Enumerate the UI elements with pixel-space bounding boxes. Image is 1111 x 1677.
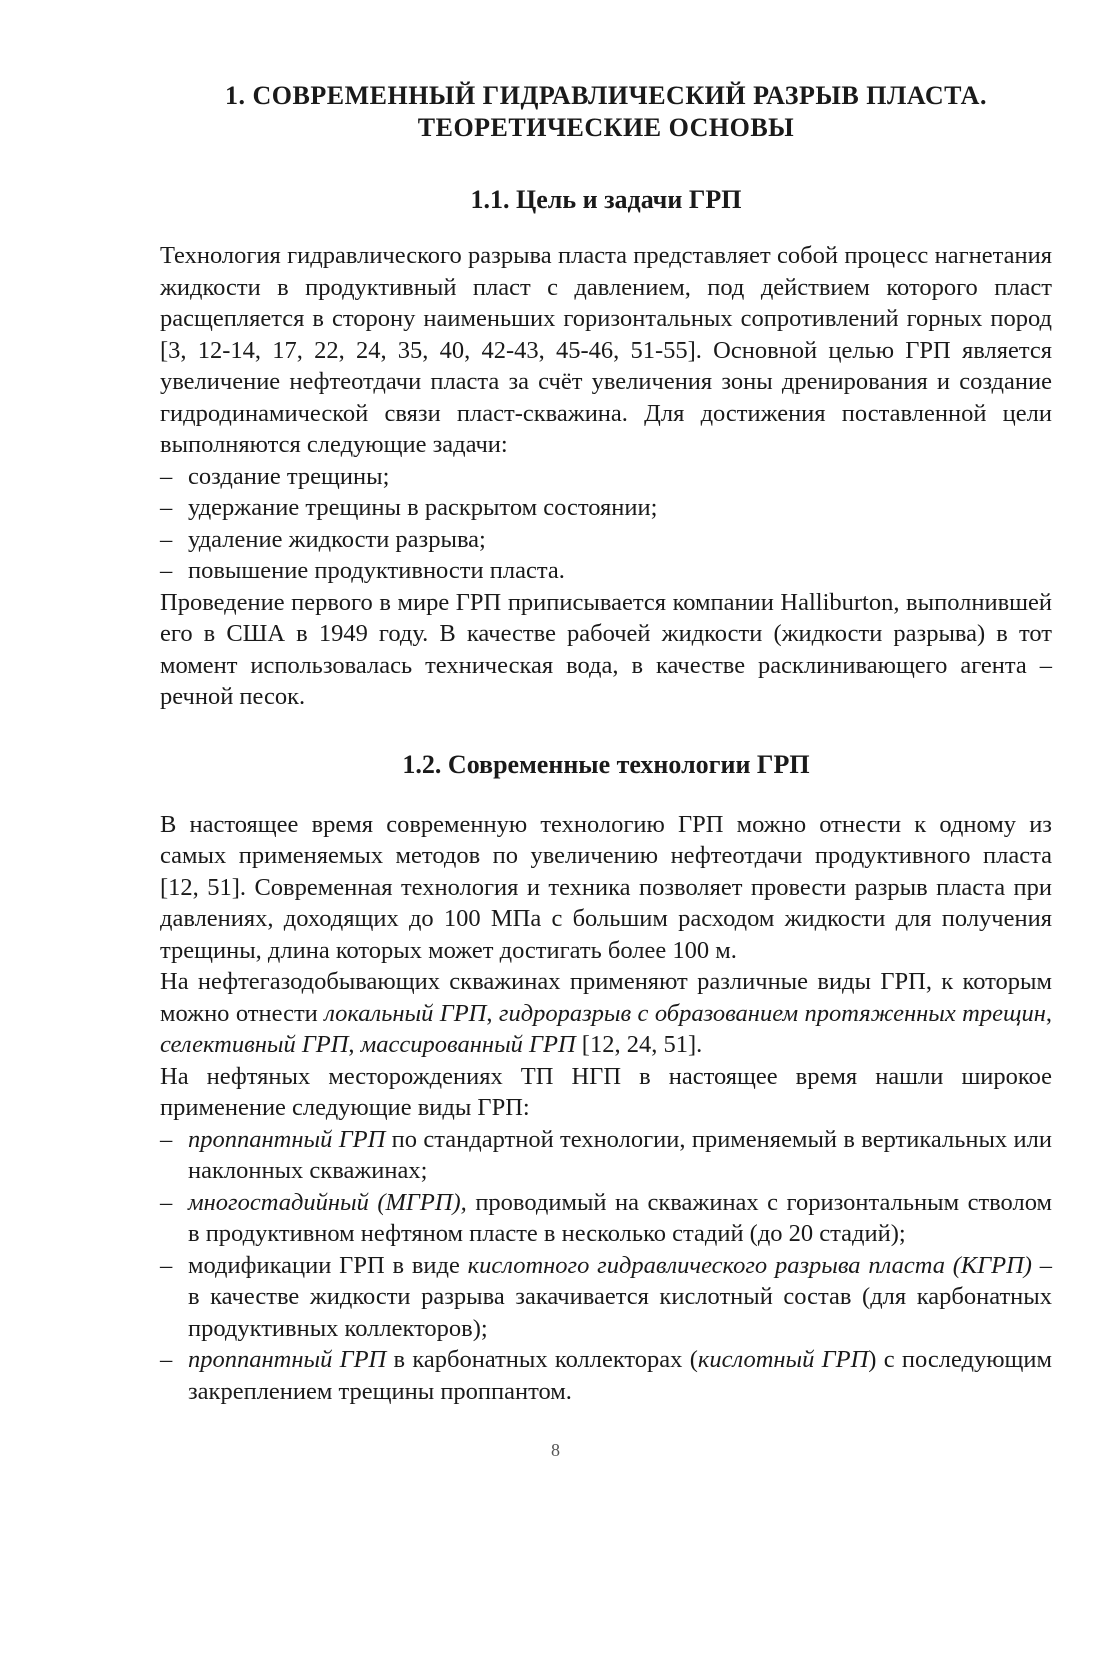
task-text: повышение продуктивности пласта.	[188, 557, 565, 584]
item-text: по стандартной технологии, применяемый в вертикальных или наклонных скважинах;	[188, 1125, 1052, 1184]
section-title-1-2: 1.2. Современные технологии ГРП	[402, 749, 810, 779]
item-mid: в карбонатных коллекторах (	[386, 1346, 698, 1373]
term-massive-frac: массированный ГРП	[360, 1031, 576, 1058]
para2-start: На нефтегазодобывающих скважинах применяют различные виды ГРП, к которым можно отнести	[160, 968, 1052, 1027]
para2-sep: ,	[1045, 999, 1053, 1027]
chapter-title-line2: ТЕОРЕТИЧЕСКИЕ ОСНОВЫ	[417, 113, 795, 142]
chapter-title-line1: 1. СОВРЕМЕННЫЙ ГИДРАВЛИЧЕСКИЙ РАЗРЫВ ПЛАСТА.	[225, 81, 987, 110]
task-text: удержание трещины в раскрытом состоянии;	[188, 494, 658, 521]
item-text: ) с последующим закреплением трещины проппантом.	[188, 1346, 1052, 1405]
page-content	[160, 80, 1052, 1407]
task-text: создание трещины;	[188, 462, 390, 490]
para2-sep: ,	[348, 1031, 361, 1058]
item-prefix: модификации ГРП в виде	[188, 1251, 468, 1279]
list-item	[160, 1124, 1052, 1187]
page-number: 8	[551, 1440, 560, 1460]
list-item	[160, 524, 1052, 556]
frac-types-list	[160, 1124, 1052, 1408]
section2-paragraph-3: На нефтяных месторождениях ТП НГП в настоящее время нашли широкое применение следующие виды ГРП:	[160, 1062, 1052, 1121]
section2-paragraph-1: В настоящее время современную технологию ГРП можно отнести к одному из самых применяемых методов по увеличению нефтеотдачи продуктивного пласта [12, 51]. Современная технология и техника позволяет провести разрыв пласта при давлениях, доходящих до 100 МПа с большим расходом жидкости для получения трещины, длина которых может достигать более 100 м.	[160, 810, 1052, 964]
list-item	[160, 1250, 1052, 1345]
list-item	[160, 1187, 1052, 1250]
section1-paragraph-1	[160, 240, 1052, 461]
section-title-1-1: 1.1. Цель и задачи ГРП	[470, 185, 742, 214]
term-selective-frac: селективный ГРП	[160, 1031, 349, 1058]
section1-paragraph-2: Проведение первого в мире ГРП приписывается компании Halliburton, выполнившей его в США в 1949 году. В качестве рабочей жидкости (жидкости разрыва) в тот момент использовалась техническая вода, в качестве расклинивающего агента – речной песок.	[160, 588, 1052, 710]
item-term: проппантный ГРП	[188, 1125, 386, 1153]
list-dash: –	[160, 1251, 173, 1279]
list-dash: –	[160, 525, 173, 553]
item-text: проводимый на скважинах с горизонтальным стволом в продуктивном нефтяном пласте в несколько стадий (до 20 стадий);	[188, 1188, 1052, 1247]
list-item	[160, 555, 1052, 587]
task-text: удаление жидкости разрыва;	[188, 525, 486, 553]
list-dash: –	[160, 494, 173, 521]
para2-end: [12, 24, 51].	[575, 1031, 703, 1058]
list-dash: –	[160, 462, 173, 490]
item-term-2: кислотный ГРП	[697, 1346, 869, 1373]
list-item	[160, 492, 1052, 524]
list-dash: –	[160, 1188, 173, 1216]
list-item	[160, 461, 1052, 493]
item-term: проппантный ГРП	[188, 1346, 387, 1373]
list-item	[160, 1344, 1052, 1407]
term-extended-frac: гидроразрыв с образованием протяженных трещин	[498, 999, 1046, 1027]
section1-paragraph-1-text: Технология гидравлического разрыва пласта представляет собой процесс нагнетания жидкости в продуктивный пласт с давлением, под действием которого пласт расщепляется в сторону наименьших горизонтальных сопротивлений горных пород [3, 12-14, 17, 22, 24, 35, 40, 42-43, 45-46, 51-55]. Основной целью ГРП является увеличение нефтеотдачи пласта за счёт увеличения зоны дренирования и создание гидродинамической связи пласт-скважина. Для достижения поставленной цели выполняются следующие задачи:	[160, 242, 1052, 458]
item-text: – в качестве жидкости разрыва закачивается кислотный состав (для карбонатных продуктивных коллекторов);	[188, 1251, 1053, 1342]
list-dash: –	[160, 557, 173, 584]
term-local-frac: локальный ГРП	[324, 999, 487, 1027]
para2-sep: ,	[486, 999, 499, 1027]
chapter-title	[160, 80, 1052, 144]
list-dash: –	[160, 1346, 173, 1373]
section2-paragraph-2	[160, 966, 1052, 1061]
list-dash: –	[160, 1125, 173, 1153]
item-term: многостадийный (МГРП),	[188, 1188, 467, 1216]
item-term: кислотного гидравлического разрыва пласта (КГРП)	[467, 1251, 1032, 1279]
tasks-list	[160, 461, 1052, 587]
